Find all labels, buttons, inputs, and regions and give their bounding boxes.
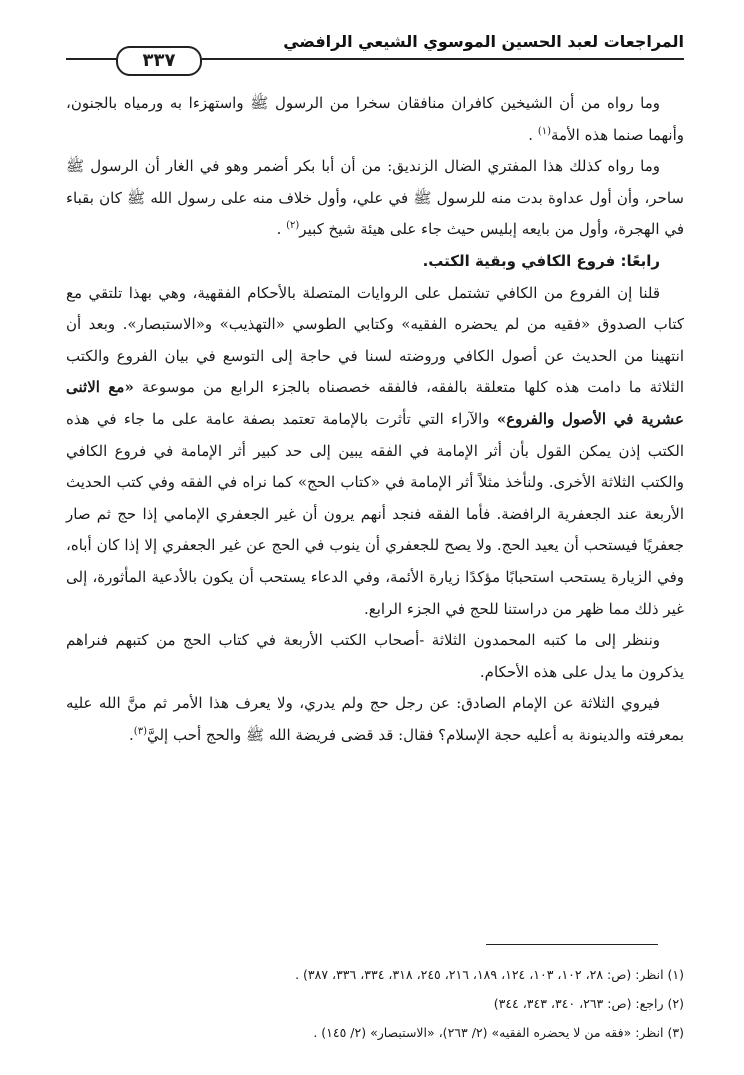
footnote-1: (١) انظر: (ص: ٢٨، ١٠٢، ١٠٣، ١٢٤، ١٨٩، ٢١٦، ٢٤٥، ٣١٨، ٣٣٤، ٣٣٦، ٣٨٧) .	[295, 967, 684, 982]
footnote-ref-3[interactable]: (٣)	[133, 725, 147, 737]
footnote-2: (٢) راجع: (ص: ٢٦٣، ٣٤٠، ٣٤٣، ٣٤٤)	[493, 996, 684, 1011]
paragraph-2	[66, 151, 684, 246]
running-title: المراجعات لعبد الحسين الموسوي الشيعي الرافضي	[283, 32, 684, 51]
footnote-ref-2[interactable]: (٢)	[286, 220, 300, 232]
footnote-ref-1[interactable]: (١)	[537, 125, 551, 137]
footnotes	[66, 960, 684, 1047]
page-header	[66, 22, 684, 71]
paragraph-2-text: وما رواه كذلك هذا المفتري الضال الزنديق: من أن أبا بكر أضمر وهو في الغار أن الرسول ﷺ ساحر، وأن أول عداوة بدت منه للرسول ﷺ في علي، وأول خلاف منه على رسول الله ﷺ كان بقباء في الهجرة، وأول من بايعه إبليس حيث جاء على هيئة شيخ كبير	[66, 157, 684, 239]
footnote-3: (٣) انظر: «فقه من لا يحضره الفقيه» (٢/ ٢٦٣)، «الاستبصار» (٢/ ١٤٥) .	[313, 1025, 684, 1040]
paragraph-3	[66, 278, 684, 626]
paragraph-5-text: فيروي الثلاثة عن الإمام الصادق: عن رجل حج ولم يدري، ولا يعرف هذا الأمر ثم منَّ الله عليه بمعرفته والدينونة به أعليه حجة الإسلام؟ فقال: قد قضى فريضة الله ﷺ والحج أحب إليَّ	[66, 694, 684, 744]
paragraph-5	[66, 688, 684, 751]
paragraph-1-end: .	[528, 125, 538, 144]
footnote-separator	[486, 944, 658, 945]
paragraph-5-end: .	[129, 725, 134, 744]
paragraph-1-text: وما رواه من أن الشيخين كافران منافقان سخرا من الرسول ﷺ واستهزءا به ورمياه بالجنون، وأنهما صنما هذه الأمة	[66, 94, 684, 144]
paragraph-2-end: .	[276, 220, 287, 239]
paragraph-4: وننظر إلى ما كتبه المحمدون الثلاثة -أصحاب الكتب الأربعة في كتاب الحج من كتبهم فنراهم يذكرون ما يدل على هذه الأحكام.	[66, 631, 684, 681]
paragraph-1	[66, 88, 684, 151]
section-heading: رابعًا: فروع الكافي وبقية الكتب.	[422, 251, 660, 270]
paragraph-3-text-a: قلنا إن الفروع من الكافي تشتمل على الروايات المتصلة بالأحكام الفقهية، وهي بهذا تلتقي مع كتاب الصدوق «فقيه من لم يحضره الفقيه» وكتابي الطوسي «التهذيب» و«الاستبصار». وبعد أن انتهينا من الحديث عن أصول الكافي وروضته لسنا في حاجة إلى التوسع في بيان الفروع والكتب الثلاثة ما دامت هذه كلها متعلقة بالفقه، فالفقه خصصناه بالجزء الرابع من موسوعة	[66, 283, 685, 397]
body-text	[66, 88, 684, 751]
page-number: ٣٣٧	[116, 46, 202, 76]
paragraph-3-bold-title: «مع الاثنى عشرية في الأصول والفروع»	[66, 378, 685, 428]
paragraph-3-text-b: والآراء التي تأثرت بالإمامة تعتمد بصفة عامة على ما جاء في هذه الكتب إذن يمكن القول بأن أثر الإمامة في الفقه يبين إلى حد كبير أثر الإمامة في فروع الكافي والكتب الثلاثة الأخرى. ولنأخذ مثلاً أثر الإمامة في «كتاب الحج» كما نراه في الفقه وفي كتب الحديث الأربعة عند الجعفرية الرافضة. فأما الفقه فنجد أنهم يرون أن غير الجعفري الإمامي إذا حج ثم صار جعفريًا فيستحب أن يعيد الحج. ولا يصح للجعفري أن ينوب في الحج عن غير الجعفري إلا إذا كان أباه، وفي الزيارة يستحب استحبابًا مؤكدًا زيارة الأئمة، وفي الدعاء يستحب أن يكون بالأدعية المأثورة، إلى غير ذلك مما ظهر من دراستنا للحج في الجزء الرابع.	[66, 409, 684, 618]
